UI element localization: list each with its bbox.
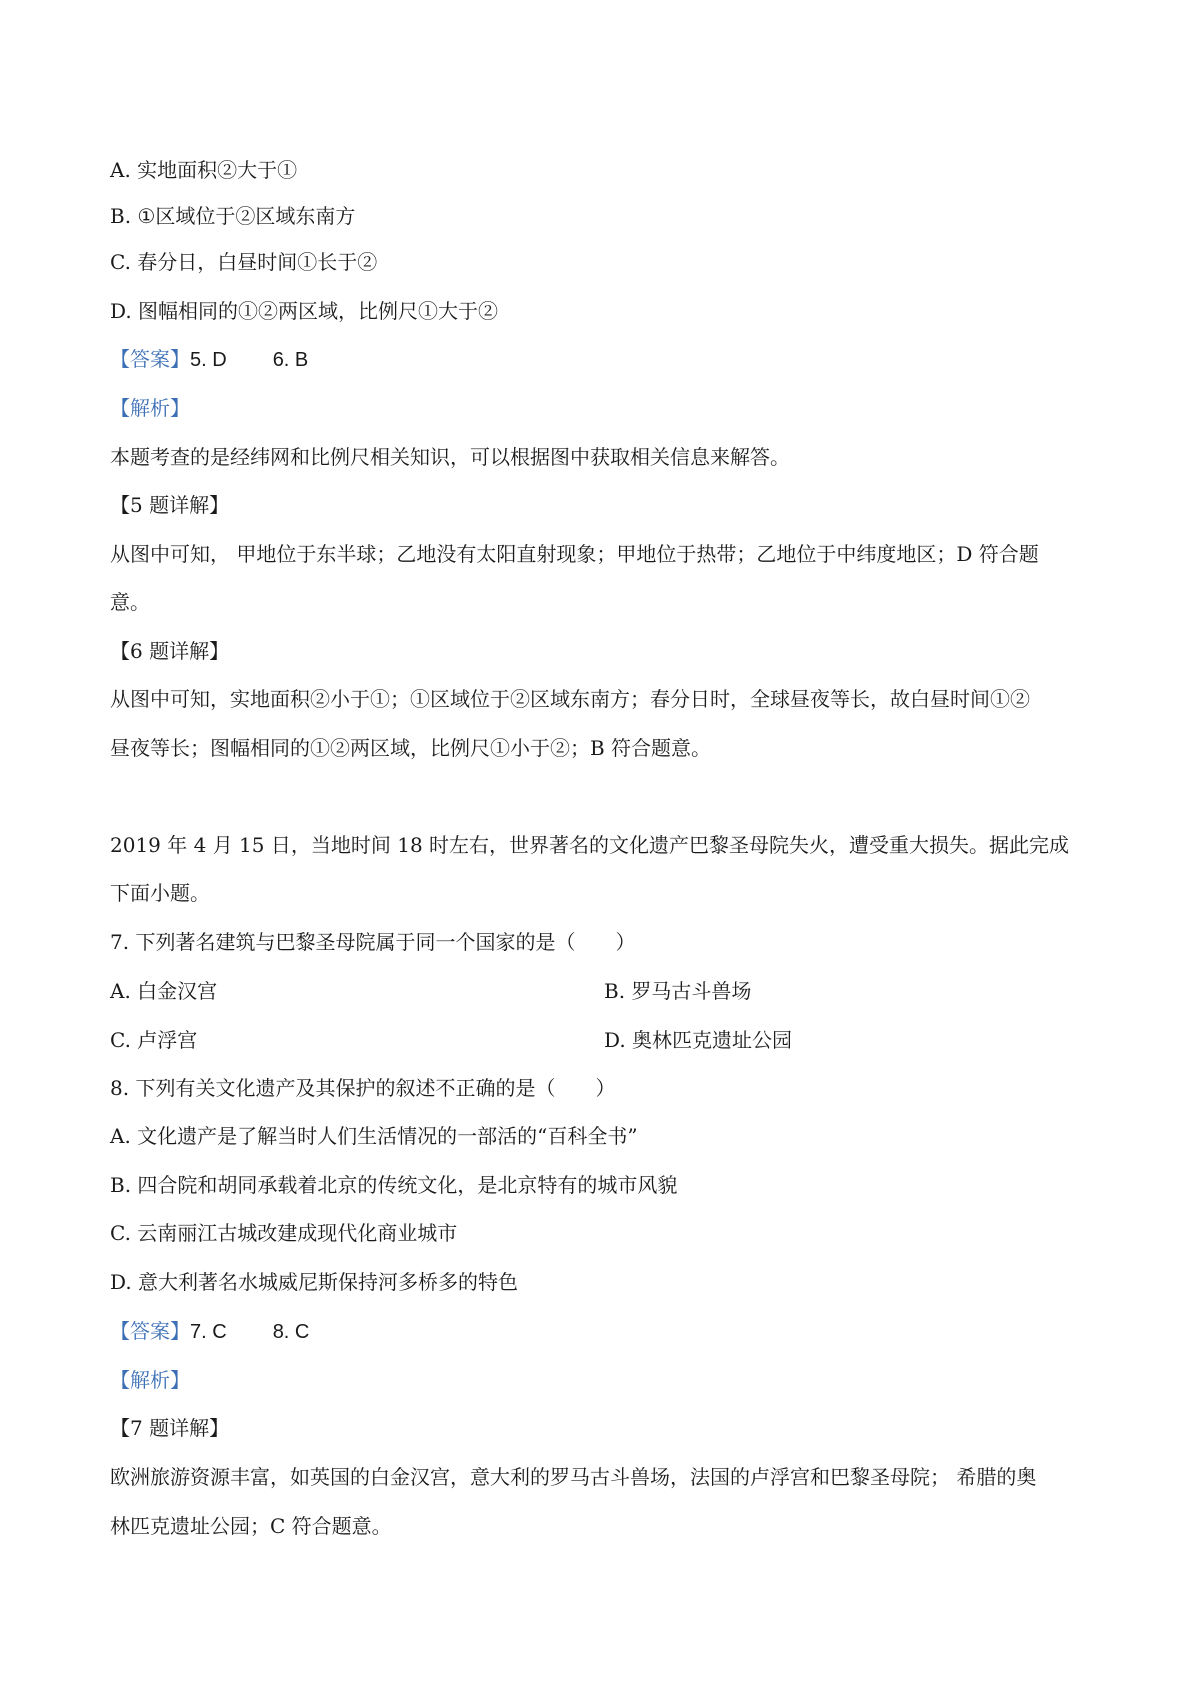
answer-7: 7. C	[190, 1321, 227, 1343]
answer-tag: 【答案】	[110, 347, 190, 371]
answer-6: 6. B	[272, 349, 309, 371]
q8-option-b: B. 四合院和胡同承载着北京的传统文化，是北京特有的城市风貌	[110, 1173, 678, 1197]
detail-5-line-2: 意。	[110, 590, 150, 614]
q7-stem: 7. 下列著名建筑与巴黎圣母院属于同一个国家的是（ ）	[110, 930, 636, 954]
detail-7-line-2: 林匹克遗址公园；C 符合题意。	[110, 1514, 392, 1538]
q8-option-a: A. 文化遗产是了解当时人们生活情况的一部活的“百科全书”	[110, 1124, 638, 1148]
q7-option-c: C. 卢浮宫	[110, 1028, 198, 1052]
q6-option-c: C. 春分日，白昼时间①长于②	[110, 250, 378, 274]
detail-5-line-1: 从图中可知， 甲地位于东半球；乙地没有太阳直射现象；甲地位于热带；乙地位于中纬度地区；D 符合题	[110, 542, 1039, 566]
analysis-text-5-6: 本题考查的是经纬网和比例尺相关知识，可以根据图中获取相关信息来解答。	[110, 445, 790, 469]
q7-option-d: D. 奥林匹克遗址公园	[604, 1028, 793, 1052]
q8-stem: 8. 下列有关文化遗产及其保护的叙述不正确的是（ ）	[110, 1076, 616, 1100]
q7-option-b: B. 罗马古斗兽场	[604, 979, 752, 1003]
q7-option-a: A. 白金汉宫	[110, 979, 218, 1003]
q6-option-d: D. 图幅相同的①②两区域，比例尺①大于②	[110, 299, 499, 323]
detail-6-line-1: 从图中可知，实地面积②小于①；①区域位于②区域东南方；春分日时，全球昼夜等长，故白昼时间①②	[110, 687, 1030, 711]
detail-5-title: 【5 题详解】	[110, 493, 230, 517]
q6-option-a: A. 实地面积②大于①	[110, 158, 298, 182]
detail-7-line-1: 欧洲旅游资源丰富，如英国的白金汉宫，意大利的罗马古斗兽场，法国的卢浮宫和巴黎圣母院； 希腊的奥	[110, 1465, 1037, 1489]
answer-8: 8. C	[272, 1321, 310, 1343]
q8-option-d: D. 意大利著名水城威尼斯保持河多桥多的特色	[110, 1270, 519, 1294]
q8-option-c: C. 云南丽江古城改建成现代化商业城市	[110, 1221, 458, 1245]
answer-5: 5. D	[190, 349, 227, 371]
analysis-tag-7-8: 【解析】	[110, 1368, 190, 1392]
detail-6-title: 【6 题详解】	[110, 639, 230, 663]
detail-6-line-2: 昼夜等长；图幅相同的①②两区域，比例尺①小于②；B 符合题意。	[110, 736, 712, 760]
q6-option-b: B. ①区域位于②区域东南方	[110, 204, 356, 228]
answer-tag: 【答案】	[110, 1319, 190, 1343]
intro-line-1: 2019 年 4 月 15 日，当地时间 18 时左右，世界著名的文化遗产巴黎圣母院失火，遭受重大损失。据此完成	[110, 833, 1070, 857]
analysis-tag-5-6: 【解析】	[110, 396, 190, 420]
intro-line-2: 下面小题。	[110, 881, 210, 905]
detail-7-title: 【7 题详解】	[110, 1416, 230, 1440]
answer-line-5-6	[110, 345, 308, 374]
answer-line-7-8	[110, 1317, 309, 1346]
